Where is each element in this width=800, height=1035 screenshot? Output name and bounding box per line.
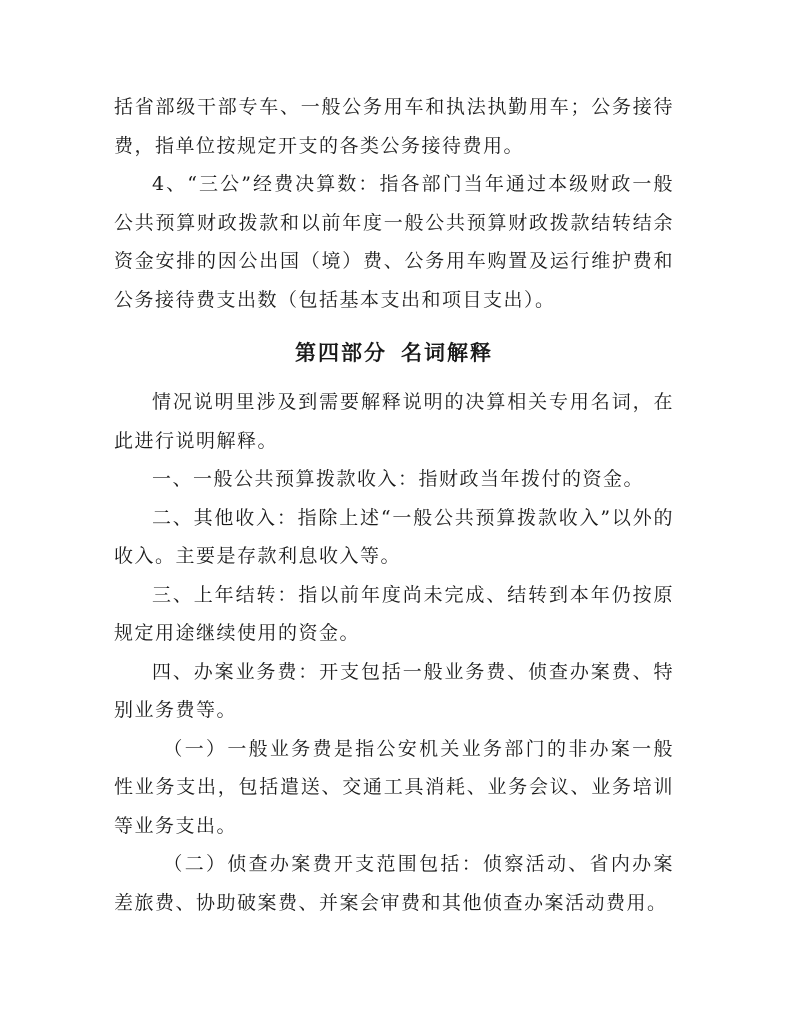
section-heading-title: 名词解释	[401, 341, 493, 365]
paragraph-item-2: 二、其他收入：指除上述“一般公共预算拨款收入”以外的收入。主要是存款利息收入等。	[114, 506, 674, 567]
paragraph-intro: 情况说明里涉及到需要解释说明的决算相关专用名词，在此进行说明解释。	[114, 391, 674, 452]
paragraph-sangong-final: 4、“三公”经费决算数：指各部门当年通过本级财政一般公共预算财政拨款和以前年度一般公共预算财政拨款结转结余资金安排的因公出国（境）费、公务用车购置及运行维护费和公务接待费支出数（包括基本支出和项目支出）。	[114, 173, 674, 311]
paragraph-subitem-1: （一）一般业务费是指公安机关业务部门的非办案一般性业务支出，包括遣送、交通工具消耗、业务会议、业务培训等业务支出。	[114, 737, 674, 837]
paragraph-continued: 括省部级干部专车、一般公务用车和执法执勤用车；公务接待费，指单位按规定开支的各类公务接待费用。	[114, 96, 674, 157]
paragraph-item-3: 三、上年结转：指以前年度尚未完成、结转到本年仍按原规定用途继续使用的资金。	[114, 583, 674, 644]
section-heading	[114, 327, 674, 379]
section-heading-part: 第四部分	[295, 341, 387, 365]
paragraph-subitem-2: （二）侦查办案费开支范围包括：侦察活动、省内办案差旅费、协助破案费、并案会审费和其他侦查办案活动费用。	[114, 853, 674, 914]
paragraph-item-4: 四、办案业务费：开支包括一般业务费、侦查办案费、特别业务费等。	[114, 660, 674, 721]
document-body	[114, 88, 674, 922]
paragraph-item-1: 一、一般公共预算拨款收入：指财政当年拨付的资金。	[152, 468, 645, 490]
